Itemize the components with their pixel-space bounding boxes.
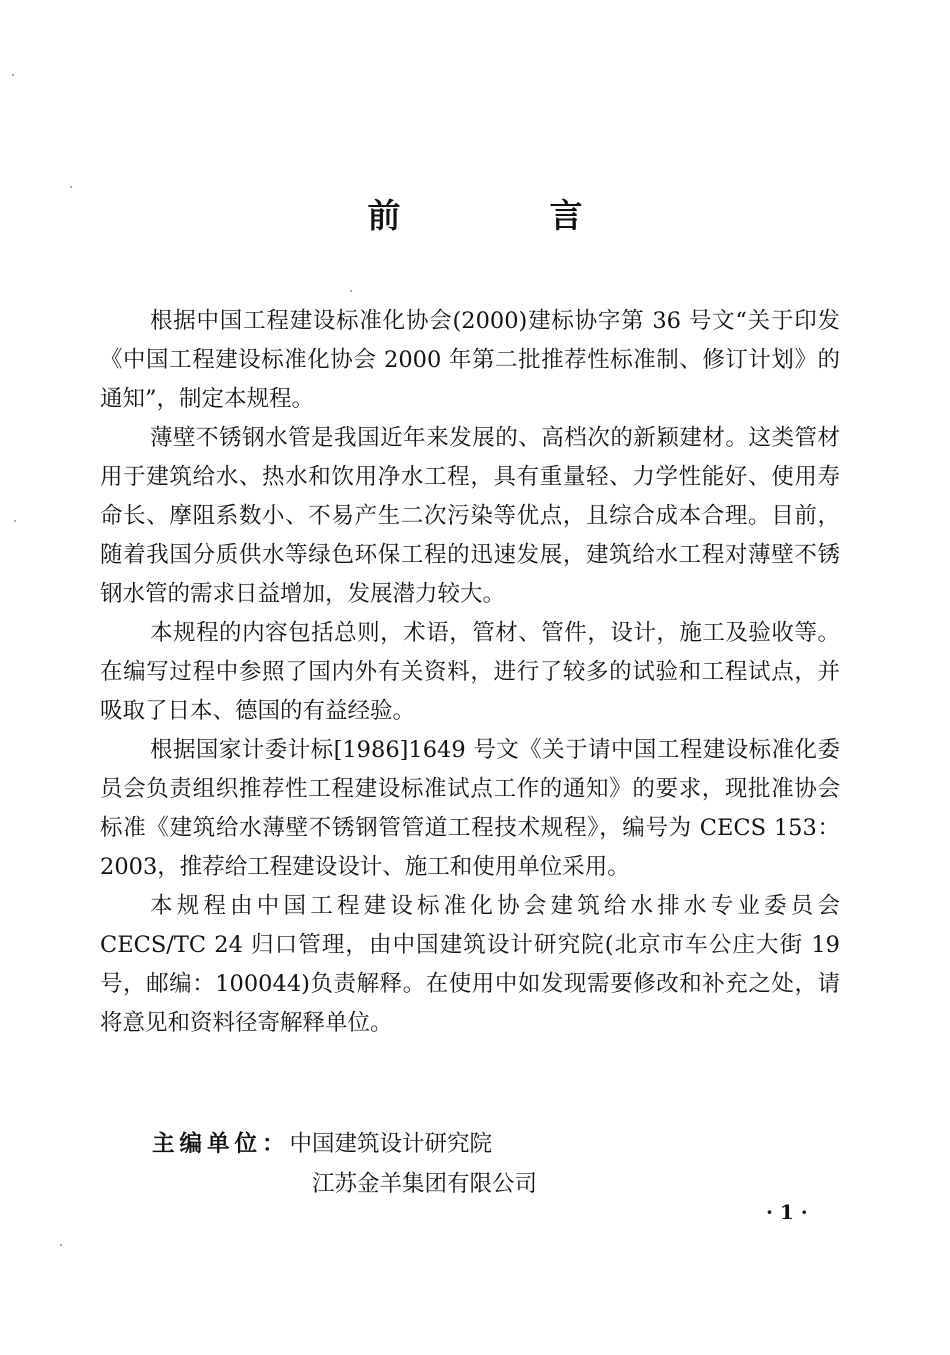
paragraph-1: 根据中国工程建设标准化协会(2000)建标协字第 36 号文“关于印发《中国工程建设标准化协会 2000 年第二批推荐性标准制、修订计划》的通知”，制定本规程。	[100, 308, 840, 412]
scan-speck	[12, 74, 14, 76]
paragraph-4: 根据国家计委计标[1986]1649 号文《关于请中国工程建设标准化委员会负责组织推荐性工程建设标准试点工作的通知》的要求，现批准协会标准《建筑给水薄壁不锈钢管管道工程技术规程》，编号为 CECS 153：2003，推荐给工程建设设计、施工和使用单位采用。	[100, 737, 840, 880]
scan-speck	[70, 186, 72, 188]
paragraph-2: 薄壁不锈钢水管是我国近年来发展的、高档次的新颖建材。这类管材用于建筑给水、热水和饮用净水工程，具有重量轻、力学性能好、使用寿命长、摩阻系数小、不易产生二次污染等优点，且综合成本合理。目前，随着我国分质供水等绿色环保工程的迅速发展，建筑给水工程对薄壁不锈钢水管的需求日益增加，发展潜力较大。	[100, 425, 840, 607]
scan-speck	[350, 290, 352, 292]
chief-editors-block	[152, 1124, 537, 1204]
scan-speck	[60, 1244, 62, 1246]
chief-editor-line-1	[152, 1124, 537, 1164]
chief-editor-unit: 中国建筑设计研究院	[289, 1131, 493, 1157]
chief-editor-label: 主编单位：	[152, 1131, 290, 1157]
paragraph-3: 本规程的内容包括总则，术语，管材、管件，设计，施工及验收等。在编写过程中参照了国内外有关资料，进行了较多的试验和工程试点，并吸取了日本、德国的有益经验。	[100, 620, 840, 724]
scan-speck	[14, 520, 16, 522]
page-number: · 1 ·	[766, 1200, 808, 1224]
page-title: 前 言	[367, 196, 641, 236]
chief-editor-line-2	[152, 1164, 537, 1204]
preface-body	[100, 302, 840, 1043]
paragraph-5: 本规程由中国工程建设标准化协会建筑给水排水专业委员会 CECS/TC 24 归口管理，由中国建筑设计研究院(北京市车公庄大街 19 号，邮编：100044)负责解释。在使用中如发现需要修改和补充之处，请将意见和资料径寄解释单位。	[100, 893, 840, 1036]
chief-editor-unit: 江苏金羊集团有限公司	[312, 1171, 538, 1197]
